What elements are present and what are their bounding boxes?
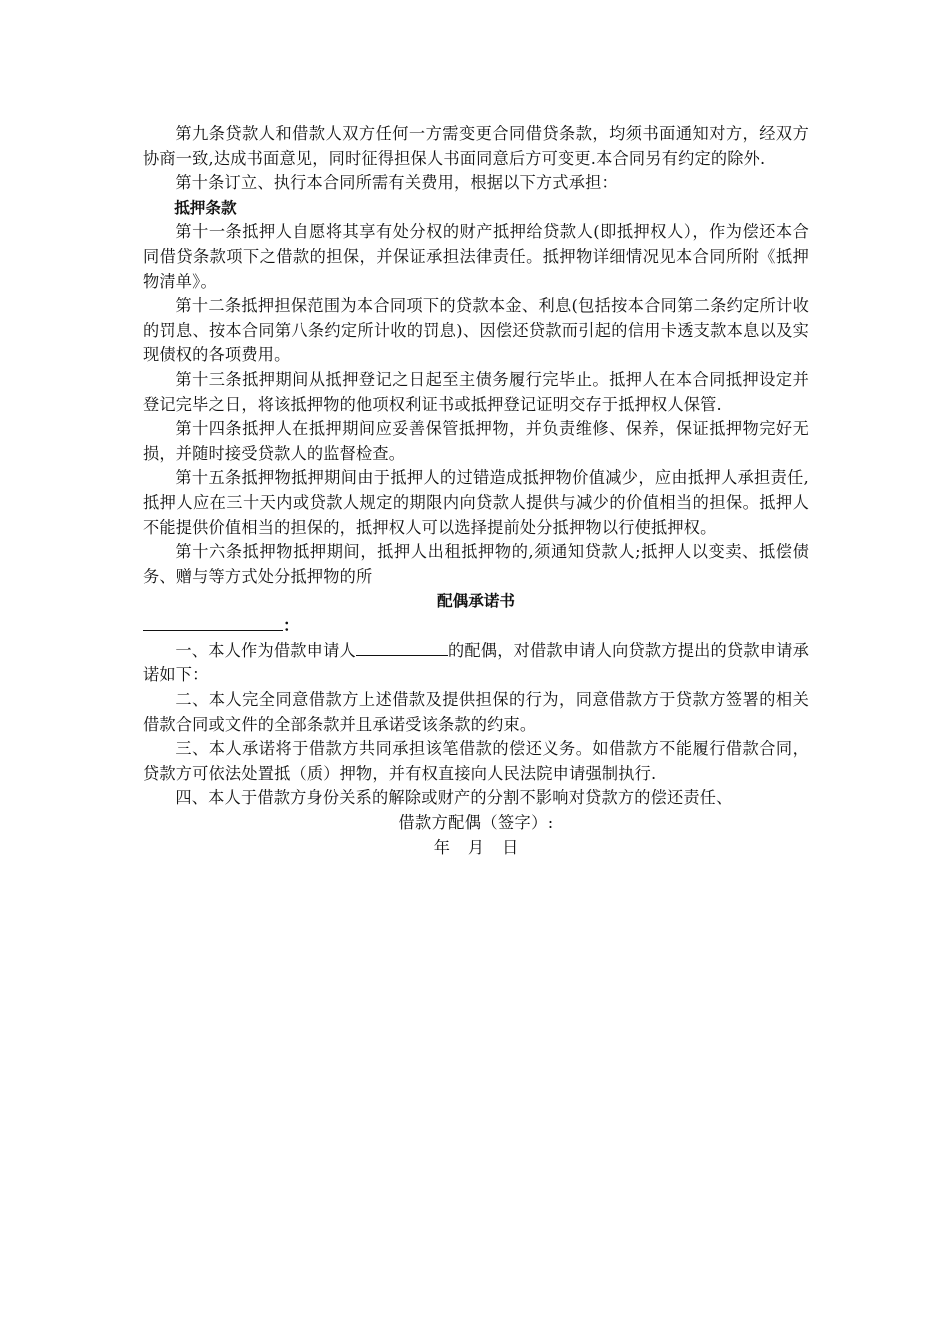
article-11: 第十一条抵押人自愿将其享有处分权的财产抵押给贷款人(即抵押权人），作为偿还本合同借贷条款项下之借款的担保，并保证承担法律责任。抵押物详细情况见本合同所附《抵押物清单》。 xyxy=(143,222,809,291)
pledge-item-1-after: 的配偶，对借款申请人向贷款方提出的贷款申请承诺如下： xyxy=(143,640,810,685)
date-day: 日 xyxy=(502,837,519,857)
article-15: 第十五条抵押物抵押期间由于抵押人的过错造成抵押物价值减少，应由抵押人承担责任,抵押人应在三十天内或贷款人规定的期限内向贷款人提供与减少的价值相当的担保。抵押人不能提供价值相当的担保的，抵押权人可以选择提前处分抵押物以行使抵押权。 xyxy=(143,468,809,537)
article-10: 第十条订立、执行本合同所需有关费用，根据以下方式承担： xyxy=(175,173,618,193)
addressee-line xyxy=(143,614,809,639)
article-12: 第十二条抵押担保范围为本合同项下的贷款本金、利息(包括按本合同第二条约定所计收的罚息、按本合同第八条约定所计收的罚息)、因偿还贷款而引起的信用卡透支款本息以及实现债权的各项费用。 xyxy=(143,296,809,365)
date-month: 月 xyxy=(467,837,485,857)
date-year: 年 xyxy=(433,837,450,857)
spouse-letter-title: 配偶承诺书 xyxy=(437,592,515,611)
pledge-item-1 xyxy=(143,639,809,688)
applicant-name-blank xyxy=(356,639,448,656)
mortgage-clause-heading: 抵押条款 xyxy=(174,198,237,217)
signature-label: 借款方配偶（签字）: xyxy=(398,813,554,832)
article-16: 第十六条抵押物抵押期间，抵押人出租抵押物的,须通知贷款人;抵押人以变卖、抵偿债务、赠与等方式处分抵押物的所 xyxy=(143,542,809,586)
article-13: 第十三条抵押期间从抵押登记之日起至主债务履行完毕止。抵押人在本合同抵押设定并登记完毕之日，将该抵押物的他项权利证书或抵押登记证明交存于抵押权人保管. xyxy=(143,369,809,414)
pledge-item-4: 四、本人于借款方身份关系的解除或财产的分割不影响对贷款方的偿还责任、 xyxy=(175,788,733,808)
document-page xyxy=(143,122,809,860)
pledge-item-1-before: 一、本人作为借款申请人 xyxy=(175,640,356,660)
addressee-colon: ： xyxy=(283,616,300,636)
pledge-item-2: 二、本人完全同意借款方上述借款及提供担保的行为，同意借款方于贷款方签署的相关借款合同或文件的全部条款并且承诺受该条款的约束。 xyxy=(143,690,809,734)
pledge-item-3: 三、本人承诺将于借款方共同承担该笔借款的偿还义务。如借款方不能履行借款合同，贷款方可依法处置抵（质）押物，并有权直接向人民法院申请强制执行. xyxy=(143,739,809,783)
date-line xyxy=(143,836,809,861)
article-14: 第十四条抵押人在抵押期间应妥善保管抵押物，并负责维修、保养，保证抵押物完好无损，并随时接受贷款人的监督检查。 xyxy=(143,419,809,463)
addressee-blank xyxy=(143,614,283,631)
article-9: 第九条贷款人和借款人双方任何一方需变更合同借贷条款，均须书面通知对方，经双方协商一致,达成书面意见，同时征得担保人书面同意后方可变更.本合同另有约定的除外. xyxy=(143,124,809,168)
